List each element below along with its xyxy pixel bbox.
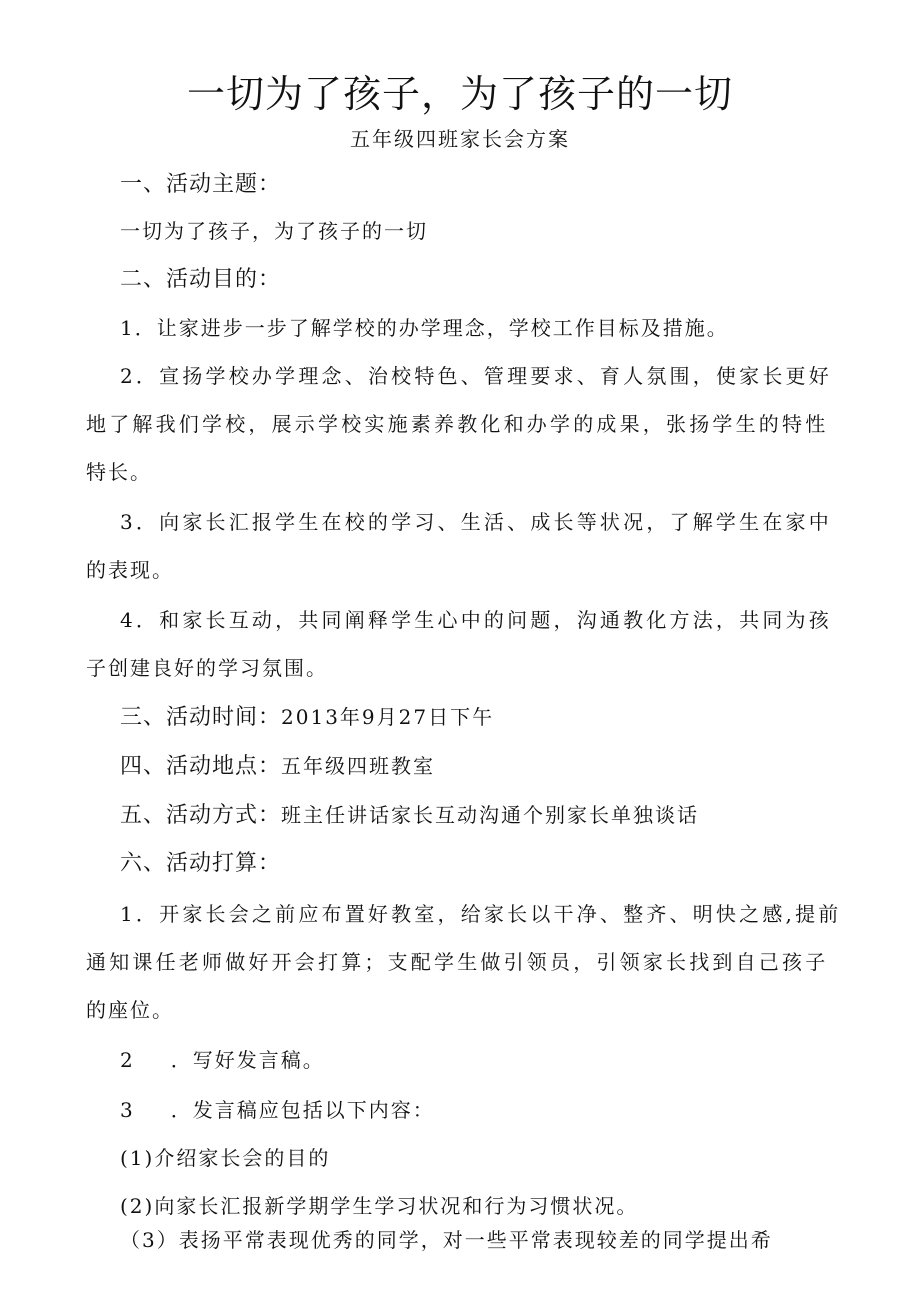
plan-item-1-line-2: 通知课任老师做好开会打算；支配学生做引领员，引领家长找到自己孩子	[86, 950, 829, 974]
plan-item-1-line-3: 的座位。	[86, 998, 174, 1022]
section-time-heading: 三、活动时间：	[120, 705, 282, 730]
purpose-item-2-line-3: 特长。	[86, 460, 152, 484]
section-place-value: 五年级四班教室	[281, 754, 436, 778]
purpose-item-4-line-2: 子创建良好的学习氛围。	[86, 656, 328, 680]
purpose-item-3-line-2: 的表现。	[86, 558, 174, 582]
plan-item-3-text: ．发言稿应包括以下内容：	[170, 1098, 435, 1122]
section-time	[120, 702, 494, 733]
plan-subitem-1: (1)介绍家长会的目的	[120, 1146, 331, 1170]
document-subtitle: 五年级四班家长会方案	[350, 127, 570, 151]
plan-item-3-number: 3	[120, 1098, 135, 1122]
purpose-item-2-line-2: 地了解我们学校，展示学校实施素养教化和办学的成果，张扬学生的特性	[86, 412, 829, 436]
section-method-heading: 五、活动方式：	[120, 803, 282, 828]
section-theme-content: 一切为了孩子，为了孩子的一切	[120, 219, 428, 243]
purpose-item-2-line-1: 2．宣扬学校办学理念、治校特色、管理要求、育人氛围，使家长更好	[120, 364, 832, 388]
section-method	[120, 800, 699, 831]
plan-item-2-text: ．写好发言稿。	[170, 1048, 325, 1072]
section-place	[120, 751, 435, 782]
section-method-value: 班主任讲话家长互动沟通个别家长单独谈话	[281, 803, 700, 827]
plan-item-2-number: 2	[120, 1048, 135, 1072]
purpose-item-1: 1．让家进步一步了解学校的办学理念，学校工作目标及措施。	[120, 316, 729, 340]
plan-subitem-3: （3）表扬平常表现优秀的同学，对一些平常表现较差的同学提出希	[120, 1228, 773, 1252]
plan-item-2	[120, 1045, 325, 1075]
plan-item-3	[120, 1095, 435, 1125]
section-plan-heading: 六、活动打算：	[120, 851, 282, 876]
document-title: 一切为了孩子，为了孩子的一切	[186, 72, 733, 116]
purpose-item-4-line-1: 4．和家长互动，共同阐释学生心中的问题，沟通教化方法，共同为孩	[120, 608, 832, 632]
plan-item-1-line-1: 1．开家长会之前应布置好教室，给家长以干净、整齐、明快之感,提前	[120, 902, 842, 926]
section-time-value: 2013年9月27日下午	[281, 705, 495, 729]
section-theme-heading: 一、活动主题：	[120, 172, 282, 197]
purpose-item-3-line-1: 3．向家长汇报学生在校的学习、生活、成长等状况，了解学生在家中	[120, 510, 832, 534]
section-purpose-heading: 二、活动目的：	[120, 267, 282, 292]
plan-subitem-2: (2)向家长汇报新学期学生学习状况和行为习惯状况。	[120, 1194, 639, 1218]
section-place-heading: 四、活动地点：	[120, 754, 282, 779]
